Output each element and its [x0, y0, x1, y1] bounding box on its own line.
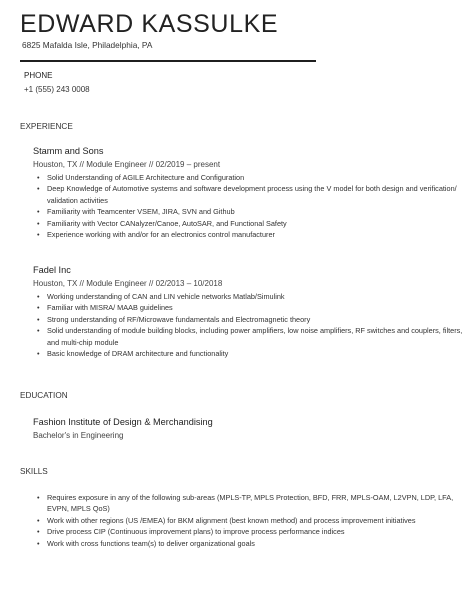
candidate-name: EDWARD KASSULKE — [20, 10, 279, 38]
list-item-text: Solid understanding of module building blocks, including power amplifiers, low noise amplifiers, RF switches and couplers, filters, and multi-chip module — [47, 326, 463, 347]
list-item-text: Requires exposure in any of the following sub-areas (MPLS-TP, MPLS Protection, BFD, FRR, MPLS-OAM, L2VPN, LDP, LFA, EVPN, MPLS QoS) — [47, 493, 454, 514]
job-company: Fadel Inc — [33, 265, 71, 275]
job-meta: Houston, TX // Module Engineer // 02/2019 – present — [33, 160, 221, 169]
bullet-icon: • — [37, 207, 40, 217]
bullet-icon: • — [37, 230, 40, 240]
job-bullet-list — [33, 172, 463, 240]
list-item-text: Familiar with MISRA/ MAAB guidelines — [47, 303, 173, 313]
list-item-text: Basic knowledge of DRAM architecture and functionality — [47, 349, 229, 359]
list-item-text: Solid Understanding of AGILE Architecture and Configuration — [47, 173, 245, 182]
bullet-icon: • — [37, 184, 40, 194]
education-heading: EDUCATION — [20, 391, 68, 400]
list-item-text: Working understanding of CAN and LIN vehicle networks Matlab/Simulink — [47, 292, 285, 301]
education-school: Fashion Institute of Design & Merchandising — [33, 417, 213, 427]
phone-label: PHONE — [24, 71, 53, 80]
education-entry — [33, 416, 463, 442]
list-item — [33, 206, 463, 217]
bullet-icon: • — [37, 303, 40, 313]
job-meta: Houston, TX // Module Engineer // 02/2013 – 10/2018 — [33, 279, 223, 288]
list-item — [33, 291, 463, 302]
list-item — [33, 348, 463, 359]
skills-heading: SKILLS — [20, 467, 48, 476]
list-item-text: Familiarity with Vector CANalyzer/Canoe, AutoSAR, and Functional Safety — [47, 218, 287, 228]
list-item — [33, 314, 463, 325]
bullet-icon: • — [37, 538, 40, 548]
list-item — [33, 538, 463, 549]
list-item — [33, 218, 463, 229]
list-item — [33, 492, 463, 515]
bullet-icon: • — [37, 349, 40, 359]
list-item-text: Work with cross functions team(s) to deliver organizational goals — [47, 538, 255, 548]
experience-heading: EXPERIENCE — [20, 122, 73, 131]
list-item-text: Experience working with and/or for an electronics control manufacturer — [47, 230, 275, 240]
list-item-text: Familiarity with Teamcenter VSEM, JIRA, SVN and Github — [47, 207, 235, 217]
job-bullet-list — [33, 291, 463, 359]
candidate-address: 6825 Mafalda Isle, Philadelphia, PA — [22, 40, 153, 50]
bullet-icon: • — [37, 515, 40, 525]
bullet-icon: • — [37, 493, 40, 502]
education-degree: Bachelor's in Engineering — [33, 431, 124, 440]
list-item — [33, 172, 463, 183]
list-item — [33, 325, 463, 348]
job-company: Stamm and Sons — [33, 146, 104, 156]
list-item — [33, 229, 463, 240]
skills-entry — [33, 491, 463, 549]
list-item-text: Drive process CIP (Continuous improvement plans) to improve process performance indices — [47, 527, 345, 537]
bullet-icon: • — [37, 173, 40, 182]
list-item-text: Work with other regions (US /EMEA) for BKM alignment (best known method) and process improvement initiatives — [47, 515, 416, 525]
header-divider — [20, 60, 316, 62]
job-entry — [33, 145, 463, 240]
bullet-icon: • — [37, 292, 40, 301]
list-item-text: Strong understanding of RF/Microwave fundamentals and Electromagnetic theory — [47, 314, 311, 324]
job-entry — [33, 264, 463, 359]
bullet-icon: • — [37, 314, 40, 324]
list-item — [33, 302, 463, 313]
list-item-text: Deep Knowledge of Automotive systems and software development process using the V model for both design and verification/ validation activities — [47, 184, 457, 205]
list-item — [33, 526, 463, 537]
bullet-icon: • — [37, 527, 40, 537]
skills-bullet-list — [33, 492, 463, 549]
bullet-icon: • — [37, 218, 40, 228]
list-item — [33, 183, 463, 206]
phone-number: +1 (555) 243 0008 — [24, 85, 90, 94]
list-item — [33, 515, 463, 526]
bullet-icon: • — [37, 326, 40, 336]
